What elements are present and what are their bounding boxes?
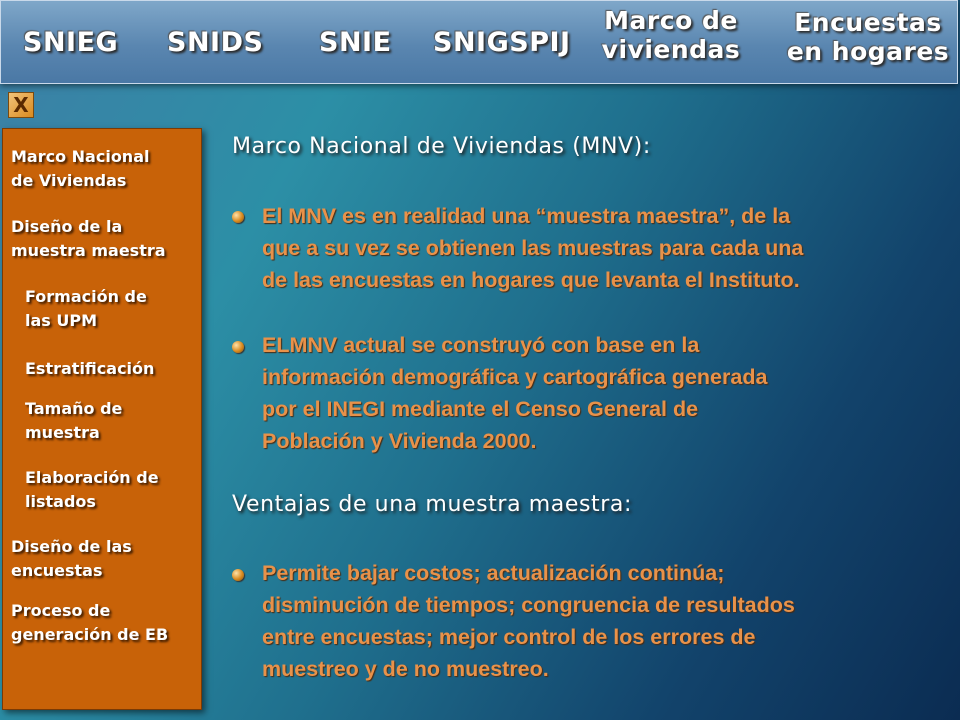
sidebar-item-label: Formación de — [25, 287, 147, 306]
sidebar — [2, 128, 202, 710]
close-icon[interactable]: X — [8, 92, 34, 118]
sidebar-item-diseno-encuestas[interactable] — [11, 535, 132, 583]
sidebar-item-marco-nacional[interactable] — [11, 145, 149, 193]
text-line: que a su vez se obtienen las muestras para cada una — [262, 236, 804, 260]
paragraph-mnv-construction — [262, 329, 952, 457]
text-line: Población y Vivienda 2000. — [262, 429, 537, 453]
sidebar-item-label: encuestas — [11, 561, 103, 580]
nav-snids[interactable]: SNIDS — [167, 27, 264, 58]
sidebar-item-label: listados — [25, 492, 96, 511]
top-nav-bar — [0, 0, 958, 84]
sidebar-item-label: Diseño de las — [11, 537, 132, 556]
nav-encuestas-line1: Encuestas — [794, 8, 942, 37]
sidebar-item-tamano-muestra[interactable] — [25, 397, 122, 445]
sidebar-item-label: Marco Nacional — [11, 147, 150, 166]
text-line: entre encuestas; mejor control de los errores de — [262, 625, 756, 649]
sidebar-item-formacion-upm[interactable] — [25, 285, 147, 333]
text-line: ELMNV actual se construyó con base en la — [262, 333, 700, 357]
nav-encuestas-en-hogares[interactable] — [785, 9, 951, 67]
text-line: por el INEGI mediante el Censo General de — [262, 397, 699, 421]
text-line: información demográfica y cartográfica generada — [262, 365, 768, 389]
section-heading-mnv: Marco Nacional de Viviendas (MNV): — [232, 134, 651, 159]
sidebar-item-label: Diseño de la — [11, 217, 123, 236]
sidebar-item-label: generación de EB — [11, 625, 169, 644]
sidebar-item-label: de Viviendas — [11, 171, 127, 190]
nav-snie[interactable]: SNIE — [319, 27, 392, 58]
sidebar-item-label: Proceso de — [11, 601, 111, 620]
nav-encuestas-line2: en hogares — [786, 36, 950, 66]
nav-snigspij[interactable]: SNIGSPIJ — [433, 27, 571, 58]
text-line: Permite bajar costos; actualización continúa; — [262, 561, 725, 585]
nav-marco-line1: Marco de — [604, 6, 738, 35]
text-line: muestreo y de no muestreo. — [262, 657, 549, 681]
sidebar-item-diseno-muestra[interactable] — [11, 215, 166, 263]
nav-marco-line2: viviendas — [601, 34, 741, 64]
nav-marco-de-viviendas[interactable] — [601, 7, 741, 65]
sidebar-item-label: muestra — [25, 423, 100, 442]
sidebar-item-estratificacion[interactable] — [25, 357, 154, 381]
nav-snieg[interactable]: SNIEG — [23, 27, 119, 58]
text-line: El MNV es en realidad una “muestra maestra”, de la — [262, 204, 791, 228]
paragraph-mnv-definition — [262, 200, 952, 296]
sidebar-item-elaboracion-listados[interactable] — [25, 466, 159, 514]
sidebar-item-label: las UPM — [25, 311, 98, 330]
sidebar-item-proceso-eb[interactable] — [11, 599, 168, 647]
paragraph-ventajas — [262, 557, 952, 685]
sidebar-item-label: muestra maestra — [11, 241, 166, 260]
sidebar-item-label: Elaboración de — [25, 468, 159, 487]
bullet-icon — [232, 211, 244, 223]
sidebar-item-label: Estratificación — [25, 359, 155, 378]
bullet-icon — [232, 569, 244, 581]
text-line: disminución de tiempos; congruencia de resultados — [262, 593, 795, 617]
bullet-icon — [232, 341, 244, 353]
section-heading-ventajas: Ventajas de una muestra maestra: — [232, 492, 633, 517]
sidebar-item-label: Tamaño de — [25, 399, 123, 418]
text-line: de las encuestas en hogares que levanta el Instituto. — [262, 268, 800, 292]
